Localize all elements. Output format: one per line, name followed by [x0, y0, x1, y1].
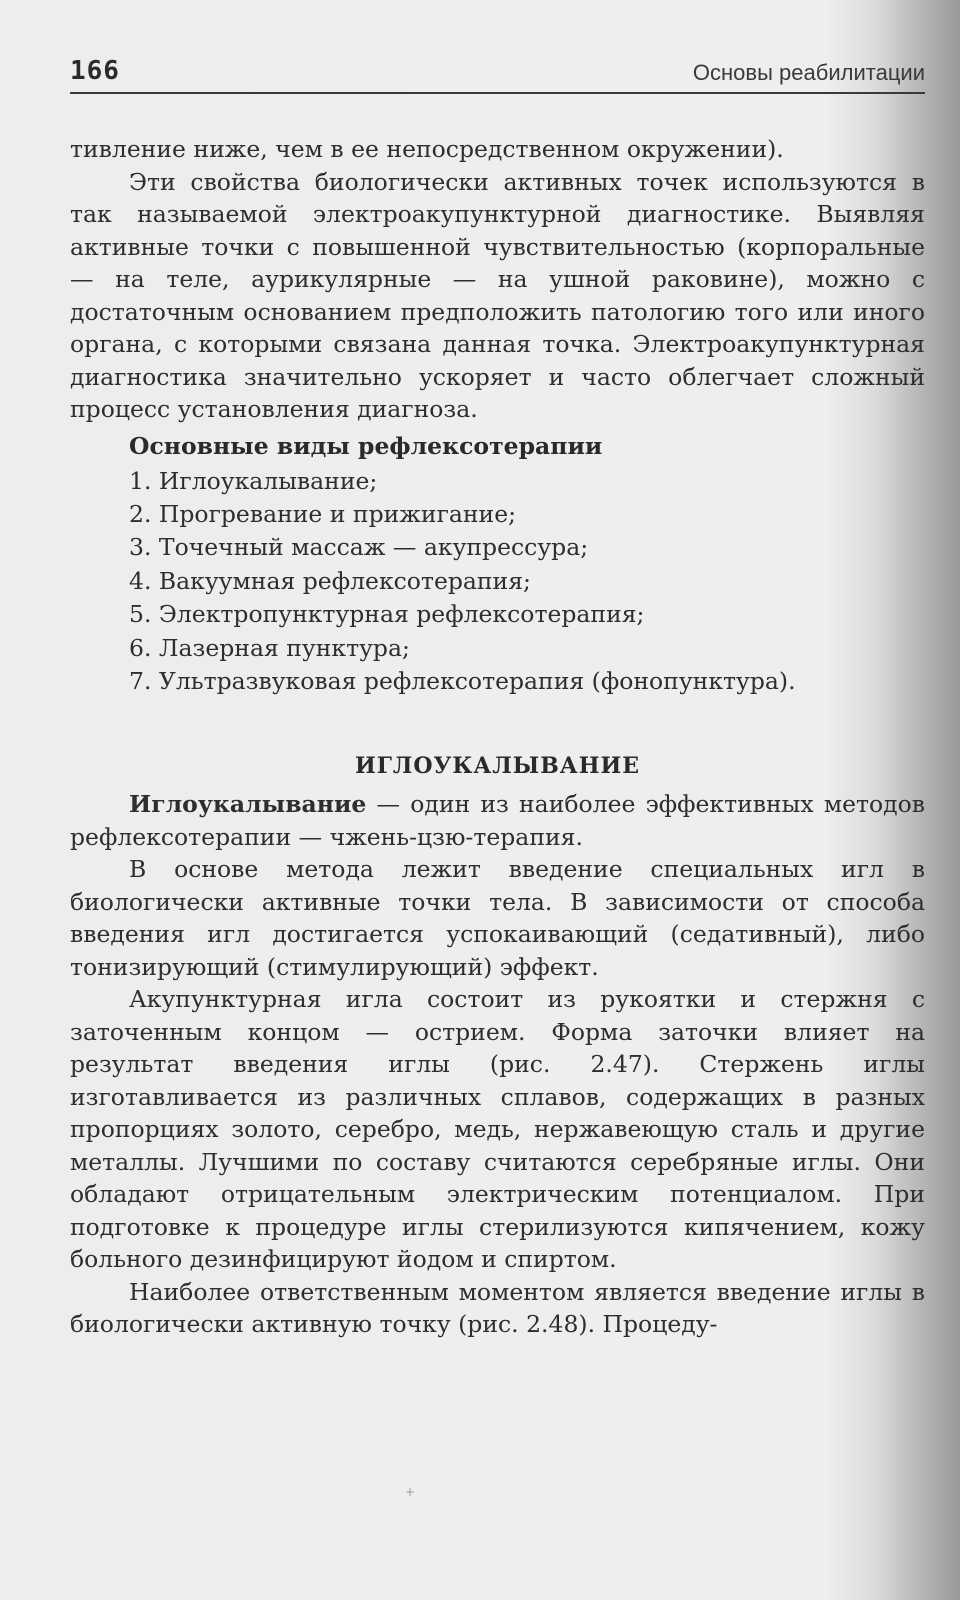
list-title: Основные виды рефлексотерапии — [129, 431, 603, 460]
running-title: Основы реабилитации — [692, 60, 925, 85]
paragraph-continuation: тивление ниже, чем в ее непосредственном окружении). — [70, 135, 784, 163]
section-heading: ИГЛОУКАЛЫВАНИЕ — [354, 753, 641, 780]
page-header — [70, 52, 925, 94]
paragraph-insertion: Наиболее ответственным моментом является введение иглы в биологически активную точку (рис. 2.48). Процеду- — [70, 1277, 925, 1339]
paragraph-needle: Акупунктурная игла состоит из рукоятки и стержня с заточенным концом — острием. Форма заточки влияет на результат введения иглы (рис. 2.47). Стержень иглы изготавливается из различных сплавов, содержащих в разных пропорциях золото, серебро, медь, нержавеющую сталь и другие металлы. Лучшими по составу считаются серебряные иглы. Они обладают отрицательным электрическим потенциалом. При подготовке к процедуре иглы стерилизуются кипячением, кожу больного дезинфицируют йодом и спиртом. — [70, 985, 925, 1274]
paragraph-definition — [70, 788, 925, 853]
list-item: 7. Ультразвуковая рефлексотерапия (фонопунктура). — [129, 666, 796, 695]
paragraph-method: В основе метода лежит введение специальных игл в биологически активные точки тела. В зависимости от способа введения игл достигается успокаивающий (седативный), либо тонизирующий (стимулирующий) эффект. — [70, 855, 925, 981]
definition-text: — один из наиболее эффективных методов рефлексотерапии — чжень-цзю-терапия. — [70, 790, 925, 851]
defined-term: Иглоукалывание — [129, 790, 367, 819]
list-item: 2. Прогревание и прижигание; — [129, 499, 517, 528]
body-text — [70, 133, 925, 1341]
list-item: 3. Точечный массаж — акупрессура; — [129, 533, 589, 562]
paragraph-eap-diagnostics: Эти свойства биологически активных точек используются в так называемой электроакупунктурной диагностике. Выявляя активные точки с повышенной чувствительностью (корпоральные — на теле, аурикулярные — на ушной раковине), можно с достаточным основанием предположить патологию того или иного органа, с которыми связана данная точка. Электроакупунктурная диагностика значительно ускоряет и часто облегчает сложный процесс установления диагноза. — [70, 167, 925, 423]
reflexotherapy-types-list — [70, 430, 925, 699]
page-number: 166 — [70, 56, 120, 86]
footer-mark: + — [405, 1485, 416, 1499]
list-item: 5. Электропунктурная рефлексотерапия; — [129, 600, 645, 629]
list-item: 4. Вакуумная рефлексотерапия; — [129, 566, 531, 595]
list-item: 1. Иглоукалывание; — [129, 466, 378, 495]
list-item: 6. Лазерная пунктура; — [129, 633, 410, 662]
